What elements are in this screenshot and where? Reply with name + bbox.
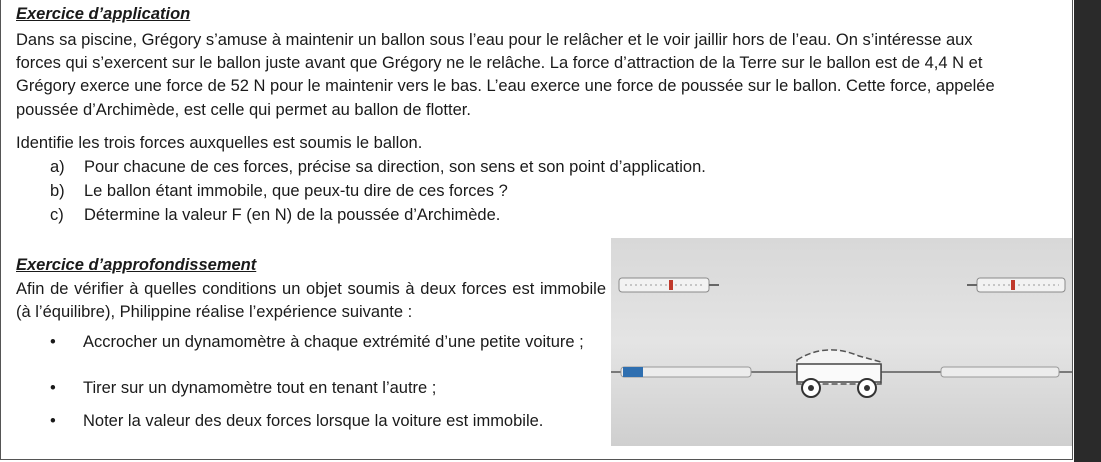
list-item-text: Tirer sur un dynamomètre tout en tenant l’autre ;: [83, 379, 437, 397]
bullet-icon: •: [50, 379, 56, 397]
bullet-icon: •: [50, 412, 56, 430]
sub-question-letter: c): [50, 206, 64, 224]
list-item-text: Accrocher un dynamomètre à chaque extrémité d’une petite voiture ;: [83, 333, 584, 351]
list-item: [50, 410, 595, 433]
sub-question-letter: a): [50, 158, 65, 176]
bullet-icon: •: [50, 333, 56, 351]
sub-question-c: [50, 206, 500, 225]
exercice-application-title: Exercice d’application: [16, 5, 191, 23]
dynamometer-left-icon: [619, 278, 719, 292]
sub-question-letter: b): [50, 182, 65, 200]
dynamometer-right-icon: [967, 278, 1065, 292]
experiment-photo: [611, 238, 1072, 446]
sub-question-text: Le ballon étant immobile, que peux-tu dire de ces forces ?: [84, 182, 508, 200]
sub-question-b: [50, 182, 508, 201]
list-item-text: Noter la valeur des deux forces lorsque la voiture est immobile.: [83, 412, 544, 430]
dark-edge-strip: [1074, 0, 1101, 462]
exercice-approfondissement-paragraph: Afin de vérifier à quelles conditions un objet soumis à deux forces est immobile (à l’équilibre), Philippine réalise l’expérience suivante :: [16, 280, 606, 322]
toy-car-icon: [797, 350, 881, 397]
sub-question-a: [50, 158, 706, 177]
sub-question-text: Détermine la valeur F (en N) de la poussée d’Archimède.: [84, 206, 501, 224]
dynamometer-car-illustration: [611, 238, 1072, 446]
list-item: [50, 377, 595, 400]
sub-question-text: Pour chacune de ces forces, précise sa direction, son sens et son point d’application.: [84, 158, 706, 176]
exercice-approfondissement-title: Exercice d’approfondissement: [16, 256, 257, 274]
exercice-application-paragraph: Dans sa piscine, Grégory s’amuse à maintenir un ballon sous l’eau pour le relâcher et le voir jaillir hors de l’eau. On s’intéresse aux forces qui s’exercent sur le ballon juste avant que Grégory ne le relâche. La force d’attraction de la Terre sur le ballon est de 4,4 N et Grégory exerce une force de 52 N pour le maintenir vers le bas. L’eau exerce une force de poussée sur le ballon. Cette force, appelée poussée d’Archimède, est celle qui permet au ballon de flotter.: [16, 31, 995, 119]
question-line: Identifie les trois forces auxquelles est soumis le ballon.: [16, 134, 423, 152]
list-item: [50, 331, 595, 354]
